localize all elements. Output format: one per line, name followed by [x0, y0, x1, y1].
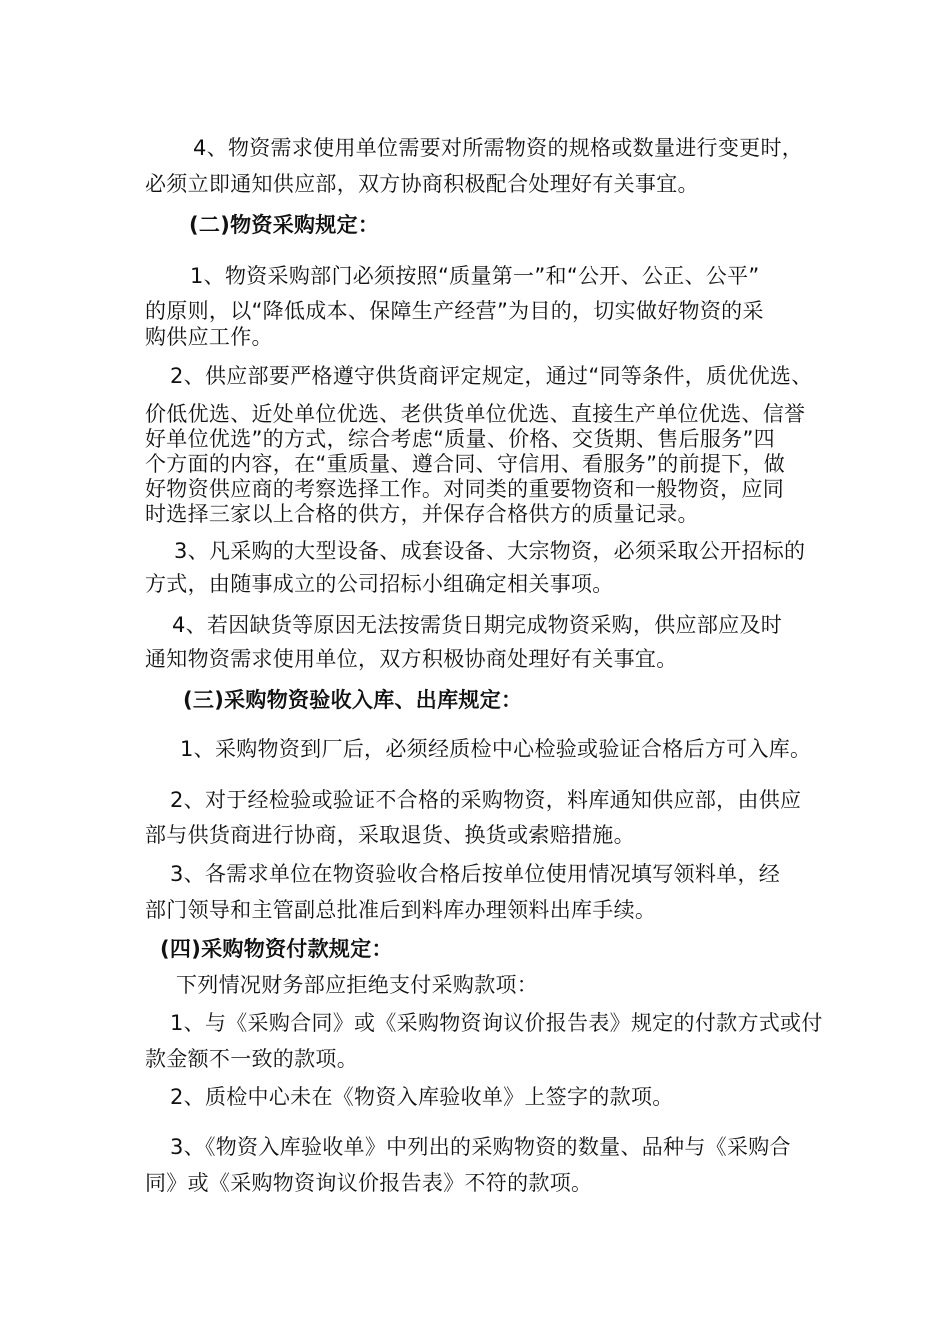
text-line: 部与供货商进行协商，采取退货、换货或索赔措施。 — [145, 823, 635, 847]
text-line: 2、质检中心未在《物资入库验收单》上签字的款项。 — [170, 1085, 674, 1109]
text-line: 购供应工作。 — [145, 325, 273, 349]
text-line: 2、对于经检验或验证不合格的采购物资，料库通知供应部，由供应 — [170, 788, 802, 812]
text-line: 方式，由随事成立的公司招标小组确定相关事项。 — [145, 572, 614, 596]
text-line: 3、凡采购的大型设备、成套设备、大宗物资，必须采取公开招标的 — [174, 539, 806, 563]
text-line: 同》或《采购物资询议价报告表》不符的款项。 — [145, 1171, 593, 1195]
text-line: 价低优选、近处单位优选、老供货单位优选、直接生产单位优选、信誉 — [145, 402, 806, 426]
section-heading: (二)物资采购规定： — [189, 213, 380, 237]
text-line: 时选择三家以上合格的供方，并保存合格供方的质量记录。 — [145, 502, 699, 526]
text-line: 1、采购物资到厂后，必须经质检中心检验或验证合格后方可入库。 — [180, 737, 812, 761]
text-line: 4、物资需求使用单位需要对所需物资的规格或数量进行变更时， — [193, 136, 804, 160]
text-line: 1、物资采购部门必须按照“质量第一”和“公开、公正、公平” — [190, 264, 760, 288]
text-line: 个方面的内容，在“重质量、遵合同、守信用、看服务”的前提下，做 — [145, 452, 786, 476]
text-line: 部门领导和主管副总批准后到料库办理领料出库手续。 — [145, 898, 657, 922]
text-line: 款金额不一致的款项。 — [145, 1047, 358, 1071]
section-heading: (四)采购物资付款规定： — [160, 937, 393, 961]
text-line: 下列情况财务部应拒绝支付采购款项： — [176, 973, 539, 997]
section-heading: (三)采购物资验收入库、出库规定： — [183, 688, 523, 712]
text-line: 1、与《采购合同》或《采购物资询议价报告表》规定的付款方式或付 — [170, 1011, 823, 1035]
text-line: 3、各需求单位在物资验收合格后按单位使用情况填写领料单，经 — [170, 862, 781, 886]
text-line: 必须立即通知供应部，双方协商积极配合处理好有关事宜。 — [145, 172, 699, 196]
text-line: 4、若因缺货等原因无法按需货日期完成物资采购，供应部应及时 — [172, 613, 783, 637]
text-line: 3、《物资入库验收单》中列出的采购物资的数量、品种与《采购合 — [170, 1135, 791, 1159]
text-line: 好单位优选”的方式，综合考虑“质量、价格、交货期、售后服务”四 — [145, 427, 775, 451]
text-line: 的原则，以“降低成本、保障生产经营”为目的，切实做好物资的采 — [145, 299, 764, 323]
text-line: 好物资供应商的考察选择工作。对同类的重要物资和一般物资，应同 — [145, 477, 784, 501]
text-line: 通知物资需求使用单位，双方积极协商处理好有关事宜。 — [145, 647, 678, 671]
text-line: 2、供应部要严格遵守供货商评定规定，通过“同等条件，质优优选、 — [170, 364, 813, 388]
